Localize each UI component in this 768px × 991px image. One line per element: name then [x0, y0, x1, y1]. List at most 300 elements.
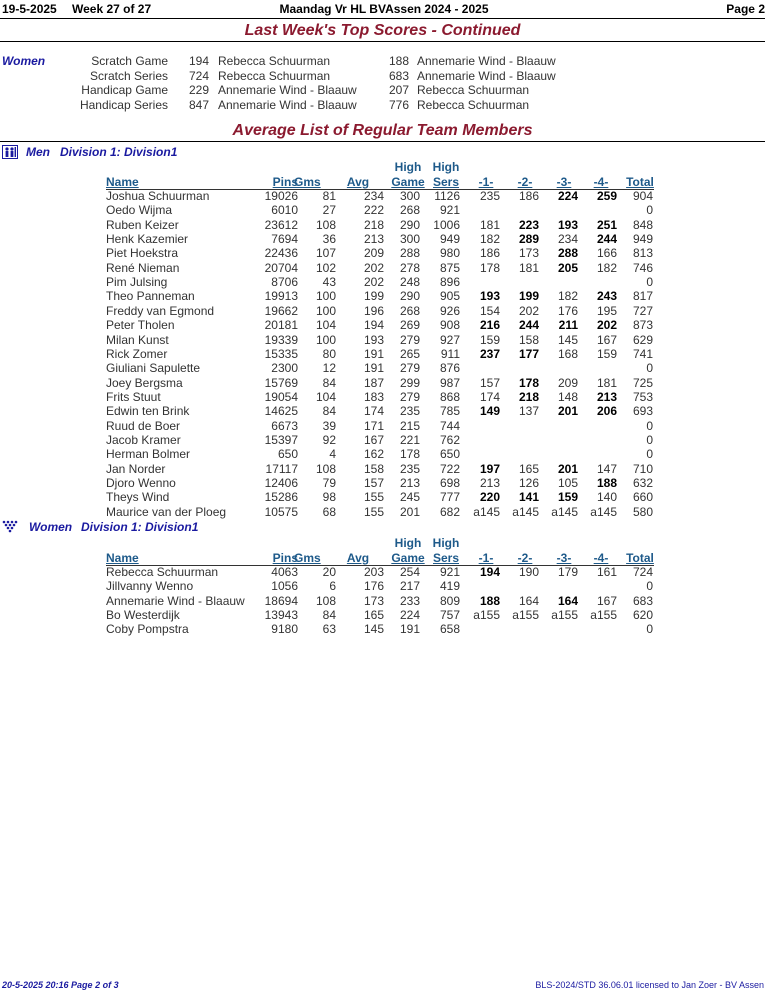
- cell-avg: 202: [363, 275, 384, 290]
- cell-total: 0: [646, 447, 653, 462]
- col-high-game-bottom: Game: [391, 175, 425, 189]
- cell-hs: 911: [440, 346, 460, 361]
- cell-name: Djoro Wenno: [106, 476, 176, 490]
- bowler-row: [0, 390, 765, 404]
- cell-name: Coby Pompstra: [106, 622, 189, 637]
- cell-avg: 162: [363, 447, 384, 462]
- top-score-first-value: 847: [188, 97, 209, 112]
- col-pins-header: Pins: [272, 551, 298, 565]
- col-game2-header: -2-: [517, 175, 533, 189]
- cell-pins: 650: [277, 447, 298, 462]
- cell-total: 746: [632, 260, 653, 275]
- cell-gms: 63: [322, 622, 336, 637]
- col-gms-header: Gms: [294, 551, 321, 565]
- cell-name: René Nieman: [106, 260, 180, 275]
- top-score-second-value: 188: [388, 54, 409, 68]
- bowler-row: [0, 333, 765, 347]
- cell-total: 949: [632, 232, 653, 247]
- cell-hs: 927: [439, 332, 460, 347]
- bowler-row: [0, 218, 765, 232]
- cell-g3: 145: [557, 332, 578, 347]
- cell-pins: 4063: [271, 565, 298, 579]
- cell-g4: a155: [590, 608, 617, 623]
- cell-name: Ruud de Boer: [106, 418, 181, 433]
- cell-hg: 288: [399, 246, 420, 261]
- cell-pins: 8706: [271, 275, 298, 290]
- cell-hg: 279: [399, 389, 420, 404]
- cell-hs: 658: [439, 622, 460, 637]
- cell-hg: 235: [399, 404, 420, 419]
- cell-name: Frits Stuut: [106, 389, 161, 404]
- cell-gms: 36: [322, 232, 336, 247]
- cell-hs: 762: [439, 432, 460, 447]
- cell-hs: 777: [439, 490, 460, 505]
- col-game4-header: -4-: [593, 551, 609, 565]
- cell-g4: 259: [596, 189, 617, 203]
- cell-g4: 188: [596, 476, 617, 490]
- cell-gms: 92: [322, 432, 336, 447]
- cell-g3: 164: [557, 593, 578, 608]
- col-game4-header: -4-: [593, 175, 609, 189]
- cell-g2: 202: [518, 303, 539, 318]
- cell-avg: 167: [363, 432, 384, 447]
- footer-license: BLS-2024/STD 36.06.01 licensed to Jan Zoer - BV Assen: [535, 980, 764, 990]
- cell-name: Joey Bergsma: [106, 375, 183, 390]
- top-score-second-name: Annemarie Wind - Blaauw: [417, 68, 556, 83]
- cell-g1: 178: [479, 260, 500, 275]
- cell-total: 629: [632, 332, 653, 347]
- cell-gms: 100: [315, 332, 336, 347]
- cell-hs: 905: [439, 289, 460, 304]
- cell-name: Maurice van der Ploeg: [106, 504, 227, 519]
- cell-g3: 179: [557, 565, 578, 579]
- cell-pins: 9180: [271, 622, 298, 637]
- cell-hg: 213: [399, 476, 420, 490]
- cell-hg: 178: [399, 447, 420, 462]
- cell-pins: 7694: [271, 232, 298, 247]
- bowler-row: [0, 361, 765, 375]
- cell-pins: 15335: [264, 346, 298, 361]
- cell-hg: 215: [399, 418, 420, 433]
- cell-g2: 289: [518, 232, 539, 247]
- cell-name: Piet Hoekstra: [106, 246, 179, 261]
- cell-g2: 223: [518, 217, 539, 232]
- report-week: Week 27 of 27: [72, 2, 152, 16]
- cell-avg: 174: [363, 404, 384, 419]
- cell-hg: 269: [399, 318, 420, 333]
- cell-g4: 166: [596, 246, 617, 261]
- cell-name: Freddy van Egmond: [106, 303, 215, 318]
- col-avg-header: Avg: [346, 551, 370, 565]
- cell-gms: 84: [322, 404, 336, 419]
- men-pins-icon: [2, 145, 18, 159]
- cell-hs: 908: [439, 318, 460, 333]
- cell-total: 741: [632, 346, 653, 361]
- cell-gms: 100: [315, 289, 336, 304]
- cell-pins: 23612: [264, 217, 298, 232]
- cell-total: 710: [632, 461, 653, 476]
- cell-avg: 155: [363, 504, 384, 519]
- cell-g1: 237: [479, 346, 500, 361]
- cell-total: 0: [646, 275, 653, 290]
- cell-gms: 79: [322, 476, 336, 490]
- top-score-second-value: 207: [388, 83, 409, 97]
- cell-g1: 186: [479, 246, 500, 261]
- cell-name: Joshua Schuurman: [106, 189, 210, 203]
- average-list-rule: [0, 141, 765, 142]
- cell-name: Rebecca Schuurman: [106, 565, 219, 579]
- cell-pins: 19054: [264, 389, 298, 404]
- col-game3-header: -3-: [556, 175, 572, 189]
- page-number: Page 2: [726, 2, 765, 16]
- cell-name: Peter Tholen: [106, 318, 175, 333]
- cell-total: 813: [632, 246, 653, 261]
- cell-hg: 235: [399, 461, 420, 476]
- cell-g3: 168: [557, 346, 578, 361]
- cell-g2: 244: [518, 318, 539, 333]
- men-label: Men: [26, 145, 50, 159]
- top-score-category: Handicap Series: [79, 97, 168, 112]
- cell-g1: 159: [479, 332, 500, 347]
- cell-g4: 159: [596, 346, 617, 361]
- cell-g1: 193: [479, 289, 500, 304]
- cell-pins: 13943: [264, 608, 298, 623]
- cell-g3: 211: [558, 318, 578, 333]
- cell-g2: 178: [518, 375, 539, 390]
- cell-total: 683: [632, 593, 653, 608]
- cell-g4: 181: [596, 375, 617, 390]
- cell-name: Herman Bolmer: [106, 447, 191, 462]
- cell-gms: 84: [322, 608, 336, 623]
- top-score-category: Scratch Game: [91, 54, 168, 68]
- cell-g4: 206: [596, 404, 617, 419]
- cell-g2: 181: [518, 260, 539, 275]
- cell-avg: 209: [363, 246, 384, 261]
- cell-g1: 197: [479, 461, 500, 476]
- col-game1-header: -1-: [478, 175, 494, 189]
- cell-g2: 137: [518, 404, 539, 419]
- women-division: Division 1: Division1: [81, 520, 199, 534]
- bowler-row: [0, 565, 765, 579]
- top-score-first-value: 229: [188, 83, 209, 97]
- cell-g4: 202: [596, 318, 617, 333]
- top-score-first-name: Rebecca Schuurman: [218, 68, 331, 83]
- cell-g2: 218: [518, 389, 539, 404]
- cell-pins: 6673: [271, 418, 298, 433]
- cell-gms: 108: [315, 461, 336, 476]
- cell-g1: 216: [479, 318, 500, 333]
- cell-g1: 181: [479, 217, 500, 232]
- top-score-second-name: Rebecca Schuurman: [417, 97, 530, 112]
- top-score-category: Handicap Game: [81, 83, 168, 97]
- cell-g2: 165: [518, 461, 539, 476]
- cell-hs: 1126: [434, 189, 460, 203]
- bowler-row: [0, 404, 765, 418]
- cell-avg: 222: [363, 203, 384, 218]
- cell-total: 693: [632, 404, 653, 419]
- top-score-first-name: Annemarie Wind - Blaauw: [218, 83, 357, 97]
- cell-hs: 980: [439, 246, 460, 261]
- cell-name: Henk Kazemier: [106, 232, 189, 247]
- cell-g4: 161: [596, 565, 617, 579]
- cell-gms: 84: [322, 375, 336, 390]
- bowler-row: [0, 579, 765, 593]
- cell-g1: 174: [479, 389, 500, 404]
- cell-hg: 279: [399, 332, 420, 347]
- cell-name: Bo Westerdijk: [106, 608, 180, 623]
- cell-pins: 19026: [264, 189, 298, 203]
- cell-hg: 217: [399, 579, 420, 594]
- cell-avg: 194: [363, 318, 384, 333]
- col-game2-header: -2-: [517, 551, 533, 565]
- cell-g2: 164: [518, 593, 539, 608]
- cell-g2: a145: [512, 504, 539, 519]
- cell-avg: 234: [363, 189, 384, 203]
- bowler-row: [0, 476, 765, 490]
- cell-gms: 39: [322, 418, 336, 433]
- cell-g2: 190: [518, 565, 539, 579]
- col-total-header: Total: [626, 551, 654, 565]
- top-score-first-value: 724: [188, 68, 209, 83]
- top-scores-title: Last Week's Top Scores - Continued: [244, 22, 521, 39]
- cell-avg: 193: [363, 332, 384, 347]
- cell-name: Jacob Kramer: [106, 432, 181, 447]
- cell-total: 724: [632, 565, 653, 579]
- cell-pins: 15769: [264, 375, 298, 390]
- cell-hg: 299: [399, 375, 420, 390]
- col-name-header: Name: [106, 175, 139, 189]
- cell-g3: 234: [557, 232, 578, 247]
- cell-g1: 182: [479, 232, 500, 247]
- col-high-series-bottom: Sers: [432, 551, 460, 565]
- cell-total: 904: [632, 189, 653, 203]
- cell-hg: 233: [399, 593, 420, 608]
- col-total-header: Total: [626, 175, 654, 189]
- cell-g2: 199: [518, 289, 539, 304]
- cell-total: 848: [632, 217, 653, 232]
- cell-g1: 154: [479, 303, 500, 318]
- cell-g4: 147: [596, 461, 617, 476]
- cell-pins: 14625: [264, 404, 298, 419]
- cell-gms: 80: [322, 346, 336, 361]
- cell-g3: 182: [557, 289, 578, 304]
- cell-g4: 182: [596, 260, 617, 275]
- cell-hs: 868: [439, 389, 460, 404]
- cell-name: Giuliani Sapulette: [106, 361, 201, 376]
- col-pins-header: Pins: [272, 175, 298, 189]
- bowler-row: [0, 447, 765, 461]
- cell-pins: 19662: [264, 303, 298, 318]
- cell-total: 620: [632, 608, 653, 623]
- cell-pins: 15397: [264, 432, 298, 447]
- bowler-row: [0, 608, 765, 622]
- cell-total: 632: [632, 476, 653, 490]
- cell-total: 817: [632, 289, 653, 304]
- cell-pins: 19339: [264, 332, 298, 347]
- cell-g1: a155: [473, 608, 500, 623]
- cell-g3: 176: [557, 303, 578, 318]
- cell-g4: 244: [596, 232, 617, 247]
- cell-avg: 183: [363, 389, 384, 404]
- cell-avg: 157: [363, 476, 384, 490]
- col-high-game-top: High: [394, 536, 422, 550]
- bowler-row: [0, 289, 765, 303]
- cell-avg: 191: [363, 346, 384, 361]
- cell-hg: 245: [399, 490, 420, 505]
- bowler-row: [0, 376, 765, 390]
- cell-avg: 218: [363, 217, 384, 232]
- col-high-series-top: High: [432, 160, 460, 174]
- cell-gms: 27: [322, 203, 336, 218]
- cell-hg: 279: [399, 361, 420, 376]
- cell-g3: 105: [557, 476, 578, 490]
- cell-hs: 921: [439, 565, 460, 579]
- bowler-row: [0, 318, 765, 332]
- cell-name: Jan Norder: [106, 461, 166, 476]
- cell-gms: 98: [322, 490, 336, 505]
- cell-gms: 4: [329, 447, 336, 462]
- cell-hs: 650: [439, 447, 460, 462]
- title-rule: [0, 41, 765, 42]
- cell-hg: 290: [399, 289, 420, 304]
- bowler-row: [0, 275, 765, 289]
- top-score-first-name: Annemarie Wind - Blaauw: [218, 97, 357, 112]
- top-score-category: Scratch Series: [89, 68, 168, 83]
- col-avg-header: Avg: [346, 175, 370, 189]
- cell-hs: 921: [439, 203, 460, 218]
- col-gms-header: Gms: [294, 175, 321, 189]
- cell-pins: 10575: [264, 504, 298, 519]
- cell-avg: 202: [363, 260, 384, 275]
- cell-g4: 167: [596, 332, 617, 347]
- cell-g4: 251: [596, 217, 617, 232]
- cell-gms: 81: [322, 189, 336, 203]
- bowler-row: [0, 433, 765, 447]
- bowler-row: [0, 505, 765, 519]
- women-label: Women: [29, 520, 73, 534]
- top-score-second-name: Rebecca Schuurman: [417, 83, 530, 97]
- footer-print-info: 20-5-2025 20:16 Page 2 of 3: [2, 980, 119, 990]
- cell-name: Pim Julsing: [106, 275, 168, 290]
- cell-pins: 20181: [264, 318, 298, 333]
- top-score-second-name: Annemarie Wind - Blaauw: [417, 54, 556, 68]
- cell-pins: 18694: [264, 593, 298, 608]
- league-name: Maandag Vr HL BVAssen 2024 - 2025: [279, 2, 489, 16]
- cell-total: 580: [632, 504, 653, 519]
- bowler-row: [0, 189, 765, 203]
- cell-hg: 300: [399, 232, 420, 247]
- cell-pins: 2300: [271, 361, 298, 376]
- average-list-title: Average List of Regular Team Members: [232, 122, 533, 139]
- cell-g3: 201: [557, 404, 578, 419]
- cell-total: 0: [646, 432, 653, 447]
- cell-hs: 809: [439, 593, 460, 608]
- cell-pins: 20704: [264, 260, 298, 275]
- top-score-second-value: 776: [388, 97, 409, 112]
- cell-avg: 203: [363, 565, 384, 579]
- cell-total: 753: [632, 389, 653, 404]
- cell-hs: 876: [439, 361, 460, 376]
- col-high-series-top: High: [432, 536, 460, 550]
- cell-pins: 22436: [264, 246, 298, 261]
- bowler-row: [0, 347, 765, 361]
- cell-hg: 268: [399, 303, 420, 318]
- cell-g3: 209: [557, 375, 578, 390]
- top-scores-group-label: Women: [2, 54, 46, 68]
- cell-hg: 268: [399, 203, 420, 218]
- cell-avg: 187: [363, 375, 384, 390]
- cell-avg: 173: [363, 593, 384, 608]
- cell-name: Jillvanny Wenno: [106, 579, 194, 594]
- cell-total: 727: [632, 303, 653, 318]
- bowler-row: [0, 246, 765, 260]
- cell-gms: 104: [315, 389, 336, 404]
- cell-g3: 205: [557, 260, 578, 275]
- cell-name: Edwin ten Brink: [106, 404, 190, 419]
- cell-g1: 149: [479, 404, 500, 419]
- cell-pins: 6010: [271, 203, 298, 218]
- cell-name: Rick Zomer: [106, 346, 168, 361]
- cell-avg: 158: [363, 461, 384, 476]
- top-score-row: [0, 83, 765, 97]
- women-pins-icon: [2, 520, 22, 534]
- bowler-row: [0, 594, 765, 608]
- cell-total: 660: [632, 490, 653, 505]
- cell-avg: 171: [363, 418, 384, 433]
- cell-hs: 949: [439, 232, 460, 247]
- cell-g3: a145: [551, 504, 578, 519]
- top-score-row: [0, 98, 765, 112]
- women-section-header: [2, 520, 402, 536]
- cell-hs: 926: [439, 303, 460, 318]
- top-score-row: [0, 69, 765, 83]
- cell-pins: 19913: [264, 289, 298, 304]
- top-score-second-value: 683: [388, 68, 409, 83]
- cell-hs: 419: [439, 579, 460, 594]
- cell-gms: 108: [315, 217, 336, 232]
- cell-hg: 254: [399, 565, 420, 579]
- cell-total: 0: [646, 579, 653, 594]
- cell-hg: 224: [399, 608, 420, 623]
- col-game3-header: -3-: [556, 551, 572, 565]
- cell-name: Annemarie Wind - Blaauw: [106, 593, 245, 608]
- cell-avg: 213: [363, 232, 384, 247]
- cell-g2: 173: [518, 246, 539, 261]
- cell-g3: 148: [557, 389, 578, 404]
- cell-g1: 220: [479, 490, 500, 505]
- cell-hs: 987: [439, 375, 460, 390]
- cell-g3: 201: [557, 461, 578, 476]
- cell-pins: 1056: [271, 579, 298, 594]
- report-date: 19-5-2025: [2, 2, 57, 16]
- bowler-row: [0, 232, 765, 246]
- cell-avg: 176: [363, 579, 384, 594]
- cell-avg: 145: [363, 622, 384, 637]
- cell-hg: 265: [399, 346, 420, 361]
- cell-g2: 141: [518, 490, 539, 505]
- cell-hg: 248: [399, 275, 420, 290]
- cell-hs: 744: [439, 418, 460, 433]
- cell-gms: 108: [315, 593, 336, 608]
- cell-g3: 193: [557, 217, 578, 232]
- cell-gms: 12: [322, 361, 336, 376]
- cell-gms: 107: [315, 246, 336, 261]
- cell-g3: 288: [557, 246, 578, 261]
- bowler-row: [0, 462, 765, 476]
- bowler-row: [0, 203, 765, 217]
- cell-pins: 15286: [264, 490, 298, 505]
- top-score-first-value: 194: [188, 54, 209, 68]
